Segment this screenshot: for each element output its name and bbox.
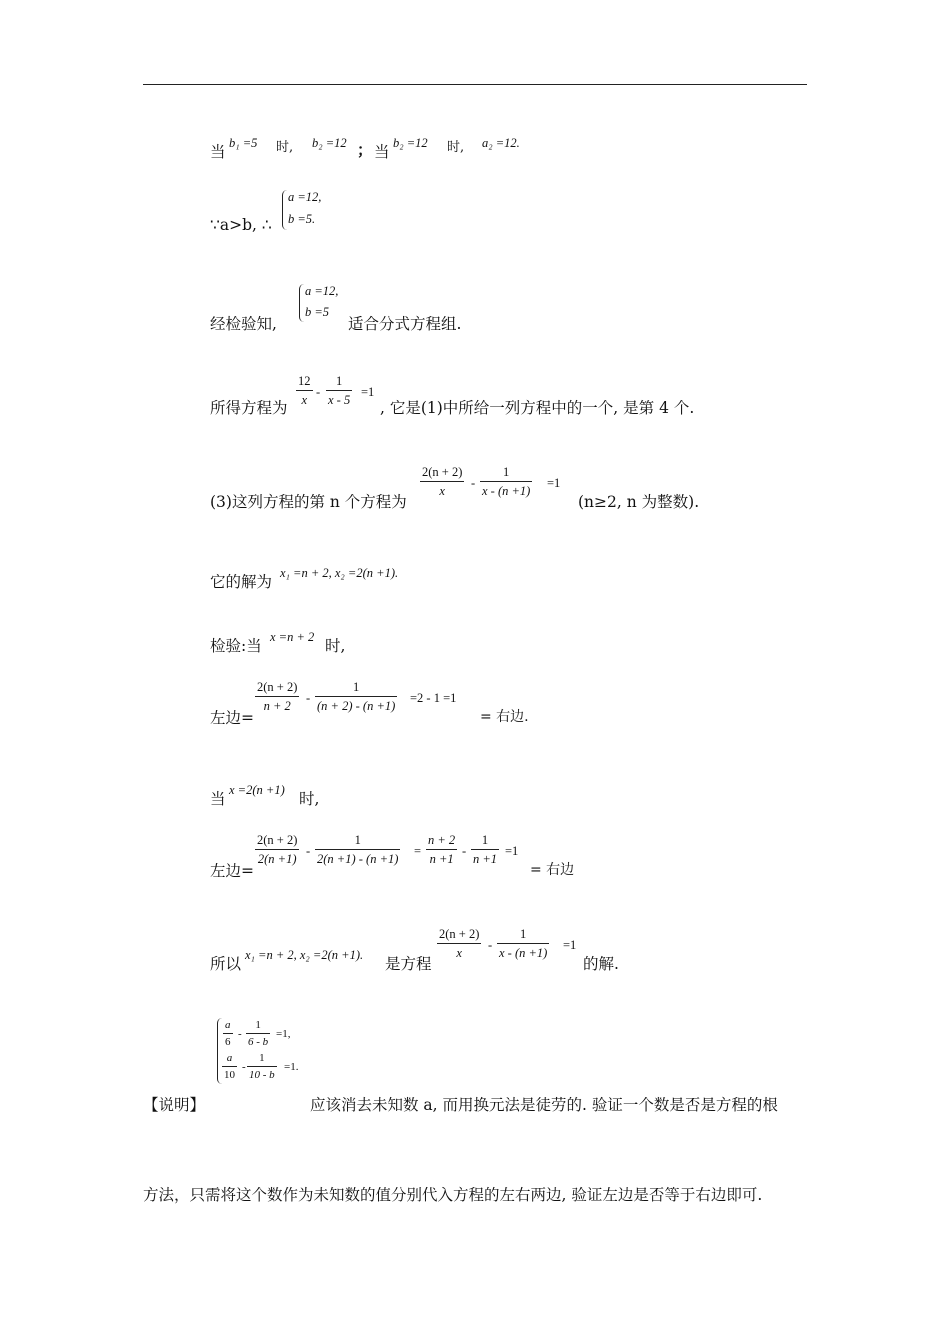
text-dang-2: 当 xyxy=(374,143,390,161)
result-2-1-1: =2 - 1 =1 xyxy=(410,691,457,705)
fraction-2n2-over-x-2: $\frac{2(n + 2)}{x}$ xyxy=(439,927,480,960)
fraction-1-over-diff: $\frac{1}{(n + 2) - (n +1)}$ xyxy=(317,680,396,713)
text-condition: (n≥2, n 为整数). xyxy=(578,493,700,511)
minus-sign-4: - xyxy=(306,844,311,858)
text-is-equation: 是方程 xyxy=(385,955,432,973)
note-text-1: 应该消去未知数 a, 而用换元法是徒劳的. 验证一个数是否是方程的根 xyxy=(310,1096,778,1114)
text-because: ∵a>b, ∴ xyxy=(210,216,272,234)
text-shi-4: 时, xyxy=(299,790,320,808)
text-left-side-2: 左边= xyxy=(210,862,254,880)
text-shi: 时, xyxy=(276,140,294,155)
equals-1-3: =1 xyxy=(505,844,519,858)
text-solution: 它的解为 xyxy=(210,573,273,591)
math-b2-2: b₂ =12 xyxy=(393,136,428,150)
equals-1-sys-2: =1. xyxy=(284,1061,299,1073)
minus-sign-8: - xyxy=(242,1061,246,1073)
minus-sign-6: - xyxy=(488,938,493,952)
text-solution-of: 的解. xyxy=(583,955,619,973)
fraction-1-over-n1: $\frac{1}{n +1}$ xyxy=(473,833,498,866)
text-fourth: , 它是(1)中所给一列方程中的一个, 是第 4 个. xyxy=(380,399,695,417)
fraction-a-over-10: $\frac{a}{10}$ xyxy=(224,1052,235,1081)
math-solutions: x₁ =n + 2, x₂ =2(n +1). xyxy=(280,566,399,580)
text-nth-equation: (3)这列方程的第 n 个方程为 xyxy=(210,493,407,511)
fraction-1-over-x-n1-2: $\frac{1}{x - (n +1)}$ xyxy=(499,927,548,960)
minus-sign: - xyxy=(316,385,321,399)
math-a12: a =12, xyxy=(288,190,322,204)
text-verified: 经检验知, xyxy=(210,315,277,333)
fraction-a-over-6: $\frac{a}{6}$ xyxy=(225,1019,231,1048)
math-b1: b₁ =5 xyxy=(229,136,258,150)
text-equation: 所得方程为 xyxy=(210,399,288,417)
math-a12-2: a =12, xyxy=(305,284,339,298)
note-label: 【说明】 xyxy=(143,1096,206,1114)
text-shi-2: 时, xyxy=(447,140,465,155)
text-dang: 当 xyxy=(210,143,226,161)
fraction-1-over-diff-2: $\frac{1}{2(n +1) - (n +1)}$ xyxy=(317,833,399,866)
math-x-2n1: x =2(n +1) xyxy=(229,783,285,797)
equals-1: =1 xyxy=(361,385,375,399)
fraction-1-over-10-b: $\frac{1}{10 - b}$ xyxy=(249,1052,275,1081)
math-x-n2: x =n + 2 xyxy=(270,630,315,644)
minus-sign-7: - xyxy=(238,1028,242,1040)
fraction-2n2-over-2n1: $\frac{2(n + 2)}{2(n +1)}$ xyxy=(257,833,298,866)
minus-sign-5: - xyxy=(462,844,467,858)
fraction-2n2-over-n2: $\frac{2(n + 2)}{n + 2}$ xyxy=(257,680,298,713)
fraction-1-over-x-n1: $\frac{1}{x - (n +1)}$ xyxy=(482,465,531,498)
fraction-1-over-x-5: $\frac{1}{x - 5}$ xyxy=(328,374,351,407)
minus-sign-3: - xyxy=(306,691,311,705)
text-fits: 适合分式方程组. xyxy=(348,315,462,333)
text-shi-3: 时, xyxy=(325,637,346,655)
equals-sign: = xyxy=(414,844,422,858)
text-right-side: = 右边. xyxy=(480,709,529,725)
math-solutions-2: x₁ =n + 2, x₂ =2(n +1). xyxy=(245,948,364,962)
note-text-2: 方法，只需将这个数作为未知数的值分别代入方程的左右两边, 验证左边是否等于右边即可. xyxy=(143,1186,763,1204)
text-therefore: 所以 xyxy=(210,955,242,973)
fraction-2n2-over-x: $\frac{2(n + 2)}{x}$ xyxy=(422,465,463,498)
math-a2: a₂ =12. xyxy=(482,136,520,150)
fraction-1-over-6-b: $\frac{1}{6 - b}$ xyxy=(248,1019,269,1048)
fraction-n2-over-n1: $\frac{n + 2}{n +1}$ xyxy=(428,833,456,866)
math-b2: b₂ =12 xyxy=(312,136,347,150)
minus-sign-2: - xyxy=(471,476,476,490)
text-check: 检验:当 xyxy=(210,637,262,655)
text-right-side-2: = 右边 xyxy=(530,862,575,878)
math-b5: b =5. xyxy=(288,212,316,226)
math-b5-2: b =5 xyxy=(305,305,330,319)
header-rule xyxy=(143,84,807,85)
equals-1-2: =1 xyxy=(547,476,561,490)
fraction-12-over-x: $\frac{12}{x}$ xyxy=(298,374,311,407)
equals-1-4: =1 xyxy=(563,938,577,952)
text-left-side: 左边= xyxy=(210,709,254,727)
text-dang-3: 当 xyxy=(210,790,226,808)
text-semicolon: ； xyxy=(357,140,373,159)
equals-1-sys: =1, xyxy=(276,1028,291,1040)
